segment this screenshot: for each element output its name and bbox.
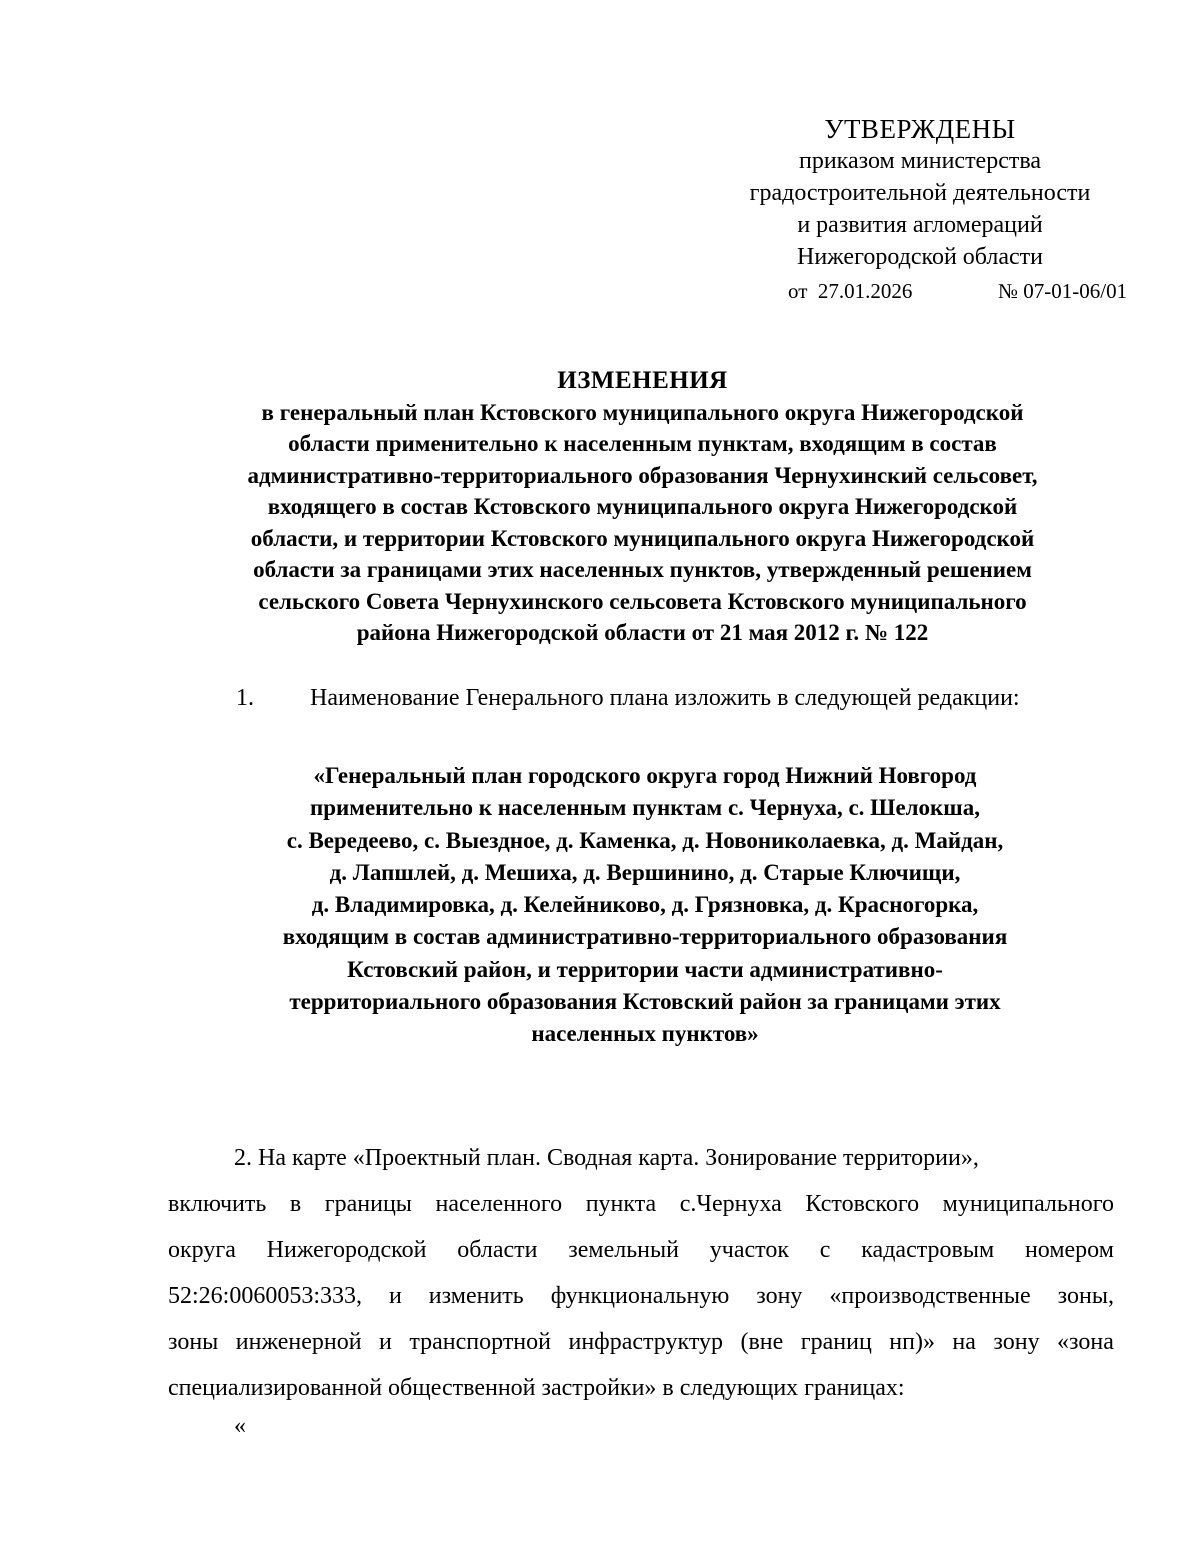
title-line: сельского Совета Чернухинского сельсовета Кстовского муниципального	[258, 588, 1027, 614]
new-name-line: населенных пунктов»	[531, 1021, 759, 1047]
word: и	[388, 1283, 402, 1309]
word: области	[457, 1237, 538, 1263]
word: изменить	[428, 1283, 524, 1309]
word: округа	[168, 1237, 236, 1263]
new-name-line: Кстовский район, и территории части административно-	[347, 956, 943, 982]
word: Нижегородской	[266, 1237, 427, 1263]
approval-stamp	[700, 113, 1140, 305]
list-item-2	[168, 1135, 1114, 1411]
new-name-line: д. Владимировка, д. Келейниково, д. Грязновка, д. Красногорка,	[311, 892, 979, 918]
word: «производственные	[829, 1283, 1031, 1309]
date-value: 27.01.2026	[817, 279, 913, 303]
approved-heading: УТВЕРЖДЕНЫ	[824, 114, 1016, 144]
paragraph-line	[168, 1135, 1114, 1181]
approval-line: и развития агломераций	[797, 212, 1043, 238]
word: нп)»	[889, 1329, 935, 1355]
word: населенного	[435, 1191, 563, 1217]
title-line: района Нижегородской области от 21 мая 2012 г. № 122	[356, 620, 929, 645]
approval-line: градостроительной деятельности	[749, 180, 1091, 206]
word: номером	[1024, 1237, 1114, 1263]
approval-date-line	[700, 275, 1140, 305]
approval-line: Нижегородской области	[796, 244, 1044, 270]
word: в	[289, 1191, 302, 1217]
date-label: от	[788, 279, 808, 303]
new-name-line: территориального образования Кстовский район за границами этих	[289, 989, 1001, 1015]
paragraph-line	[168, 1365, 1114, 1411]
approval-number: № 07-01-06/01	[998, 279, 1128, 303]
word: зону	[756, 1283, 803, 1309]
paragraph-line	[168, 1319, 1114, 1365]
item-number: 1.	[236, 685, 254, 711]
word: Кстовского	[805, 1191, 920, 1217]
paragraph-line	[168, 1273, 1114, 1319]
word: с	[819, 1237, 831, 1263]
word: границ	[800, 1329, 872, 1355]
word: инфраструктур	[568, 1329, 723, 1355]
word: функциональную	[550, 1283, 730, 1309]
new-plan-name	[195, 760, 1095, 1051]
approval-date	[788, 275, 912, 307]
word: зону	[993, 1329, 1040, 1355]
opening-quote: «	[234, 1413, 246, 1439]
title-line: области применительно к населенным пунктам, входящим в состав	[288, 431, 997, 456]
title-heading: ИЗМЕНЕНИЯ	[557, 367, 728, 394]
word: с.Чернуха	[679, 1191, 782, 1217]
title-line: административно-территориального образования Чернухинский сельсовет,	[247, 462, 1038, 488]
title-line: области, и территории Кстовского муниципального округа Нижегородской	[250, 525, 1035, 551]
approval-line: приказом министерства	[798, 148, 1042, 174]
word: муниципального	[942, 1191, 1114, 1217]
new-name-line: с. Вередеево, с. Выездное, д. Каменка, д. Новониколаевка, д. Майдан,	[286, 827, 1004, 853]
word: пункта	[585, 1191, 657, 1217]
word: участок	[709, 1237, 789, 1263]
document-title	[155, 365, 1130, 649]
item-text: Наименование Генерального плана изложить в следующей редакции:	[310, 685, 1020, 711]
word: земельный	[568, 1237, 679, 1263]
word: 52:26:0060053:333,	[168, 1283, 363, 1309]
word: кадастровым	[861, 1237, 995, 1263]
word: транспортной	[409, 1329, 551, 1355]
word: границы	[324, 1191, 412, 1217]
title-line: области за границами этих населенных пунктов, утвержденный решением	[253, 557, 1032, 582]
paragraph-line	[168, 1181, 1114, 1227]
new-name-line: д. Лапшлей, д. Мешиха, д. Вершинино, д. Старые Ключищи,	[329, 859, 961, 885]
word: (вне	[740, 1329, 784, 1355]
new-name-line: «Генеральный план городского округа город Нижний Новгород	[313, 763, 977, 788]
word: на	[952, 1329, 976, 1355]
word: инженерной	[235, 1329, 362, 1355]
title-line: входящего в состав Кстовского муниципального округа Нижегородской	[267, 494, 1018, 519]
paragraph-text: 2. На карте «Проектный план. Сводная карта. Зонирование территории»,	[234, 1145, 979, 1171]
title-line: в генеральный план Кстовского муниципального округа Нижегородской	[261, 399, 1024, 425]
new-name-line: применительно к населенным пунктам с. Чернуха, с. Шелокша,	[310, 795, 980, 821]
word: зоны	[168, 1329, 219, 1355]
word: и	[379, 1329, 392, 1355]
word: зоны,	[1057, 1283, 1114, 1309]
paragraph-line	[168, 1227, 1114, 1273]
word: «зона	[1057, 1329, 1114, 1355]
paragraph-text: специализированной общественной застройки» в следующих границах:	[168, 1375, 905, 1401]
word: включить	[168, 1191, 267, 1217]
new-name-line: входящим в состав административно-территориального образования	[282, 924, 1008, 950]
